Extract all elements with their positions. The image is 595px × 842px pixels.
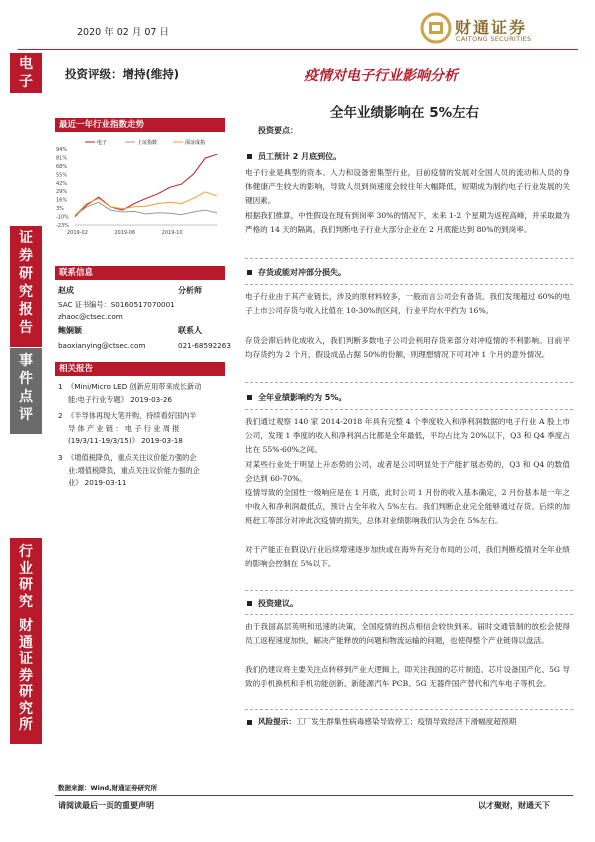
x-tick-label: 2019-02 [67, 230, 88, 236]
analyst1-email[interactable]: zhaoc@ctsec.com [58, 312, 123, 321]
section-4-paragraph-1: 由于我国高层英明和迅速的决策，全国疫情的拐点相信会较快到来。届时交通管制的放松会使得员工返程速度加快，解决产能释放的问题和物流运输的问题，也使得整个产业链得以盘活。 [245, 622, 570, 646]
strip-event-review: 事 件 点 评 [10, 348, 42, 434]
series-line-电子 [75, 154, 217, 216]
related-report-3[interactable]: 3 《增值税降负，重点关注议价能力强的企 业:增值税降负，重点关注议价能力强的企 业》 2019-03-11 [58, 453, 200, 487]
y-tick-label: 3% [56, 206, 64, 213]
divider [245, 590, 573, 591]
y-tick-label: 42% [56, 180, 68, 187]
section-1-heading: 员工预计 2 月底到位。 [247, 151, 341, 162]
report-subtitle: 全年业绩影响在 5%左右 [330, 105, 480, 121]
company-slogan: 以才聚财，财通天下 [478, 801, 550, 810]
bullet-square-icon [247, 270, 252, 275]
footer-divider [55, 795, 573, 796]
y-tick-label: 16% [56, 197, 68, 204]
strip-report-type: 证 券 研 究 报 告 [10, 226, 42, 347]
investment-rating: 投资评级：增持(维持) [65, 67, 180, 81]
section-3-paragraph-3: 疫情导致的全国性一级响应是在 1 月底，此时公司 1 月份的收入基本确定，2 月份基本是一年之中收入和净利润最低点，预计占全年收入 5%左右。我们判断企业完全能够通过存货、后续的加班赶工等部分对冲此次疫情的损失，总体对业绩影响我们认为会在 5%左右。 [245, 488, 570, 526]
risk-warning: 风险提示：工厂发生群集性病毒感染导致停工；疫情导致经济下滑幅度超预期 [247, 715, 572, 729]
strip-research: 行 业 研 究 财 通 证 券 研 究 所 [10, 538, 42, 744]
report-date: 2020 年 02 月 07 日 [77, 27, 169, 38]
section-2-paragraph-2: 存货会滞后转化成收入，我们判断多数电子公司会利用存货来部分对冲疫情的不利影响。目前平均存货约为 2 个月，假设成品占据 50%的份额，则理想情况下可对冲 1 个月的意外情况。 [245, 336, 570, 360]
section-3-paragraph-2: 对某些行业处于明显上升态势的公司，或者是公司明显处于产能扩展态势的，Q3 和 Q4 的数值会达到 60-70%。 [245, 460, 570, 484]
related-report-2[interactable]: 2 《半导体再现大笔并购，持续看好国内半 导 体 产 业 链 ： 电 子 行 业 周 报 (19/3/11-19/3/15)》 2019-03-18 [58, 411, 197, 445]
bullet-square-icon [247, 395, 252, 400]
analyst1-name: 赵成 [58, 286, 74, 295]
analyst1-cert: SAC 证书编号：S0160517070001 [58, 300, 175, 309]
disclaimer-link[interactable]: 请阅读最后一页的重要声明 [58, 801, 154, 810]
key-points-label: 投资要点： [258, 126, 298, 135]
legend-label-electronics: 电子 [97, 140, 108, 146]
section-3-heading: 全年业绩影响约为 5%。 [247, 392, 346, 403]
divider [245, 382, 573, 383]
header-divider [18, 49, 578, 50]
caitong-logo-icon [420, 12, 452, 44]
divider [245, 409, 573, 410]
divider [245, 614, 573, 615]
y-tick-label: 81% [56, 155, 68, 162]
divider [245, 709, 573, 710]
analyst2-name: 鲍娴颖 [58, 326, 82, 335]
analyst2-role: 联系人 [178, 326, 202, 335]
series-line-上证指数 [75, 202, 217, 215]
section-3-paragraph-1: 我们通过观察 140 家 2014-2018 年具有完整 4 个季度收入和净利润数据的电子行业 A 股上市公司，发现 1 季度的收入和净利润占比都是全年最低，平均占比为 20%以下，Q3 和 Q4 季度占比在 55%-60%之间。 [245, 417, 570, 455]
x-tick-label: 2019-10 [161, 230, 183, 236]
y-tick-label: 68% [56, 163, 68, 170]
bullet-square-icon [247, 720, 252, 725]
section-2-paragraph-1: 电子行业由于其产业链长，涉及的原材料较多，一般而言公司会有备货。我们发现超过 60%的电子上市公司存货与收入比值在 10-30%的区间，行业平均水平约为 16%。 [245, 292, 570, 316]
section-2-heading: 存货或能对冲部分损失。 [247, 267, 346, 278]
brand-name-en: CAITONG SECURITIES [456, 35, 532, 43]
report-title: 疫情对电子行业影响分析 [304, 68, 458, 84]
y-tick-label: 29% [56, 189, 68, 196]
section-4-heading: 投资建议。 [247, 598, 298, 609]
x-tick-label: 2019-06 [114, 230, 136, 236]
brand-name-cn: 财通证券 [455, 18, 528, 37]
y-tick-label: -10% [56, 214, 69, 221]
bullet-square-icon [247, 601, 252, 606]
section-4-paragraph-2: 我们仍建议将主要关注点转移到产业大逻辑上，即关注我国的芯片制造、芯片设备国产化、5G 导致的手机换机和手机功能创新、新能源汽车 PCB、5G 无器件国产替代和汽车电子等机会。 [245, 665, 570, 689]
bullet-square-icon [247, 154, 252, 159]
divider [245, 284, 573, 285]
section-1-paragraph-1: 电子行业是典型的资本、人力和设备密集型行业，目前疫情的发展对全国人员的流动和人员的身体健康产生较大的影响，导致人员到岗速度会较往年大幅降低，短期成为制约电子行业发展的关键因素。 [245, 168, 570, 206]
y-tick-label: 94% [56, 147, 68, 153]
y-tick-label: 55% [56, 172, 68, 179]
related-header: 相关报告 [55, 362, 225, 376]
legend-label-shenzhen: 深证成指 [185, 140, 206, 146]
data-source: 数据来源：Wind,财通证券研究所 [58, 784, 158, 792]
section-3-paragraph-4: 对于产能正在假设\行业后续增速逐步加快或在海外有充分布局的公司，我们判断疫情对全年业绩的影响会控制在 5%以下。 [245, 545, 570, 569]
strip-industry: 电 子 [10, 53, 42, 93]
analyst2-email[interactable]: baoxianying@ctsec.com [58, 341, 146, 350]
contact-header: 联系信息 [55, 266, 225, 280]
analyst2-phone: 021-68592263 [178, 341, 231, 350]
analyst1-role: 分析师 [178, 286, 202, 295]
legend-label-shanghai: 上证指数 [137, 140, 158, 146]
chart-header: 最近一年行业指数走势 [55, 118, 225, 132]
index-trend-chart [55, 133, 225, 245]
section-1-paragraph-2: 根据我们推算，中性假设在现有到岗率 30%的情况下，未来 1-2 个星期为返程高峰，并采取最为严格的 14 天的隔离，我们判断电子行业大部分企业在 2 月底能达到 80%的到岗率。 [245, 211, 570, 235]
related-report-1[interactable]: 1 《Mini/Micro LED 创新应用带来成长新动 能:电子行业专题》 2019-03-26 [58, 382, 202, 404]
divider [245, 258, 573, 259]
y-tick-label: -23% [56, 223, 69, 229]
